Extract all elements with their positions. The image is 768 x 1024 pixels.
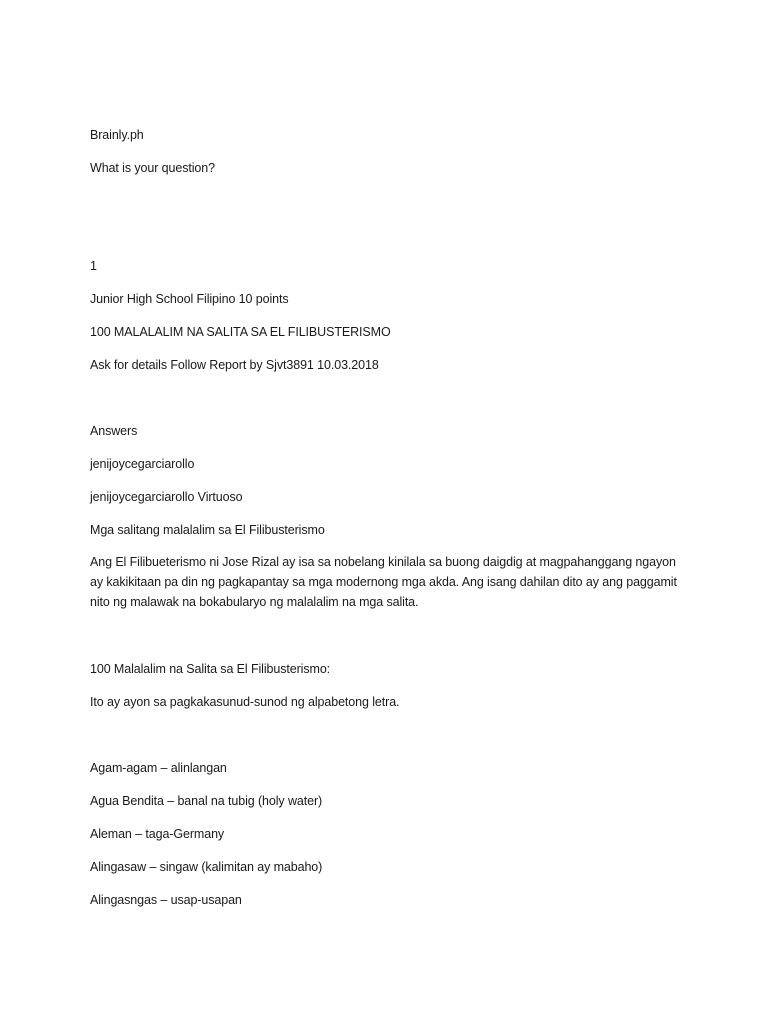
vocabulary-item: Alingasngas – usap-usapan bbox=[90, 893, 242, 907]
vocabulary-item: Alingasaw – singaw (kalimitan ay mabaho) bbox=[90, 860, 323, 874]
search-prompt: What is your question? bbox=[90, 161, 215, 175]
list-intro: Ito ay ayon sa pagkakasunud-sunod ng alpabetong letra. bbox=[90, 695, 400, 709]
answerer-username: jenijoycegarciarollo bbox=[90, 457, 195, 471]
site-name: Brainly.ph bbox=[90, 128, 144, 142]
question-meta: Junior High School Filipino 10 points bbox=[90, 292, 289, 306]
answer-paragraph: Ang El Filibueterismo ni Jose Rizal ay isa sa nobelang kinilala sa buong daigdig at magpahanggang ngayon ay kakikitaan pa din ng pagkapantay sa mga modernong mga akda. Ang isang dahilan dito ay ang paggamit nito ng malawak na bokabularyo ng malalalim na mga salita. bbox=[90, 555, 677, 609]
list-title: 100 Malalalim na Salita sa El Filibusterismo: bbox=[90, 662, 331, 676]
question-title: 100 MALALALIM NA SALITA SA EL FILIBUSTERISMO bbox=[90, 325, 391, 339]
question-number: 1 bbox=[90, 259, 97, 273]
question-actions: Ask for details Follow Report by Sjvt3891 10.03.2018 bbox=[90, 358, 379, 372]
vocabulary-item: Aleman – taga-Germany bbox=[90, 827, 225, 841]
answerer-rank-line: jenijoycegarciarollo Virtuoso bbox=[90, 490, 243, 504]
answer-heading: Mga salitang malalalim sa El Filibusterismo bbox=[90, 523, 325, 537]
answers-heading: Answers bbox=[90, 424, 138, 438]
vocabulary-item: Agua Bendita – banal na tubig (holy water) bbox=[90, 794, 323, 808]
vocabulary-item: Agam-agam – alinlangan bbox=[90, 761, 227, 775]
